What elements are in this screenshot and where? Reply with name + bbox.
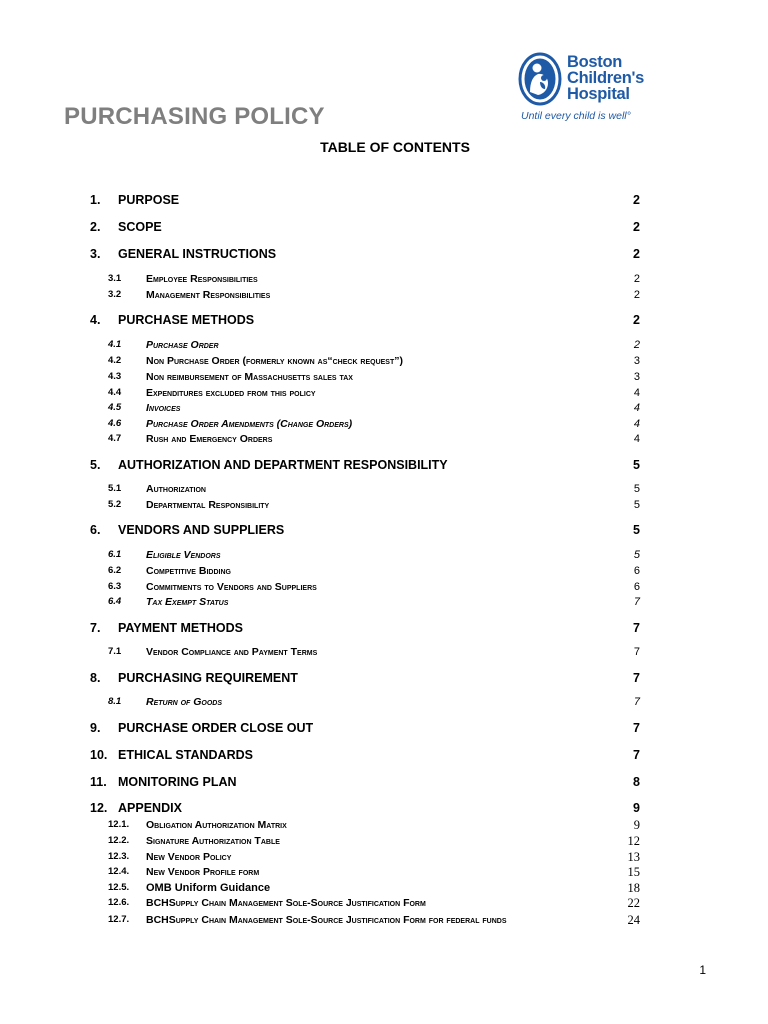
toc-subentry-number: 4.2 (108, 355, 122, 366)
toc-entry-page: 7 (633, 671, 640, 685)
toc-subentry[interactable] (0, 386, 768, 400)
toc-entry-page: 8 (633, 775, 640, 789)
hospital-logo (518, 50, 658, 126)
toc-subentry[interactable] (0, 645, 768, 659)
toc-entry-label: VENDORS AND SUPPLIERS (118, 523, 285, 537)
toc-subentry-label: Obligation Authorization Matrix (146, 819, 287, 831)
toc-subentry-page: 2 (633, 289, 640, 301)
toc-entry-label: APPENDIX (118, 801, 182, 815)
toc-subentry-number: 6.3 (108, 581, 122, 592)
toc-subentry-page: 7 (633, 646, 640, 658)
toc-subentry-page: 22 (627, 896, 640, 910)
toc-subentry[interactable] (0, 548, 768, 562)
toc-subentry[interactable] (0, 564, 768, 578)
toc-entry-label: AUTHORIZATION AND DEPARTMENT RESPONSIBILITY (118, 458, 448, 472)
toc-entry-number: 8. (90, 671, 101, 685)
toc-entry-page: 7 (633, 721, 640, 735)
toc-entry-page: 2 (633, 193, 640, 207)
toc-entry-page: 7 (633, 748, 640, 762)
toc-subentry-label: Signature Authorization Table (146, 835, 280, 847)
toc-subentry-label: Non Purchase Order (formerly known as“check request”) (146, 355, 404, 367)
toc-entry-label: SCOPE (118, 220, 162, 234)
logo-badge-icon (518, 52, 562, 106)
toc-entry-number: 10. (90, 748, 108, 762)
toc-entry-page: 7 (633, 621, 640, 635)
toc-subentry-number: 4.6 (108, 418, 122, 429)
toc-entry[interactable] (0, 619, 768, 637)
toc-subentry-label: Rush and Emergency Orders (146, 433, 273, 445)
toc-subentry-label: Purchase Order (146, 339, 219, 351)
toc-subentry-number: 4.5 (108, 402, 122, 413)
toc-subentry-page: 6 (633, 581, 640, 593)
toc-entry-page: 5 (633, 523, 640, 537)
toc-entry-page: 9 (633, 801, 640, 815)
toc-entry[interactable] (0, 218, 768, 236)
toc-subentry[interactable] (0, 354, 768, 368)
toc-entry-page: 5 (633, 458, 640, 472)
toc-entry-number: 2. (90, 220, 101, 234)
toc-subentry-page: 3 (633, 355, 640, 367)
toc-subentry[interactable] (0, 288, 768, 302)
toc-subentry-label: Employee Responsibilities (146, 273, 258, 285)
toc-subentry-page: 12 (627, 834, 640, 848)
toc-subentry[interactable] (0, 272, 768, 286)
toc-subentry[interactable] (0, 834, 768, 848)
toc-entry-number: 1. (90, 193, 101, 207)
toc-subentry[interactable] (0, 818, 768, 832)
toc-subentry[interactable] (0, 432, 768, 446)
toc-subentry-page: 15 (627, 865, 640, 879)
toc-subentry-label: New Vendor Policy (146, 851, 232, 863)
toc-subentry-page: 24 (627, 913, 640, 927)
toc-subentry-label: Competitive Bidding (146, 565, 231, 577)
toc-subentry[interactable] (0, 865, 768, 879)
toc-subentry-page: 4 (633, 387, 640, 399)
document-title: PURCHASING POLICY (64, 103, 325, 130)
toc-entry-label: ETHICAL STANDARDS (118, 748, 253, 762)
logo-text-line-1: Boston (567, 53, 623, 71)
toc-subentry-label: Non reimbursement of Massachusetts sales tax (146, 371, 353, 383)
toc-subentry-number: 8.1 (108, 696, 122, 707)
toc-subentry-label: Invoices (146, 402, 181, 414)
toc-subentry-page: 7 (633, 696, 640, 708)
toc-subentry-label: Eligible Vendors (146, 549, 221, 561)
toc-subentry-label: Tax Exempt Status (146, 596, 229, 608)
toc-subentry[interactable] (0, 338, 768, 352)
toc-subentry-label: New Vendor Profile form (146, 866, 260, 878)
toc-subentry-label: OMB Uniform Guidance (146, 882, 271, 894)
toc-subentry-label: Authorization (146, 483, 206, 495)
toc-entry-number: 4. (90, 313, 101, 327)
toc-subentry-page: 9 (633, 818, 640, 832)
toc-entry-label: PURCHASE ORDER CLOSE OUT (118, 721, 314, 735)
toc-subentry-number: 6.4 (108, 596, 122, 607)
toc-subentry[interactable] (0, 482, 768, 496)
toc-subentry-page: 4 (633, 418, 640, 430)
toc-entry[interactable] (0, 521, 768, 539)
toc-subentry-number: 12.1. (108, 819, 130, 830)
toc-entry-label: GENERAL INSTRUCTIONS (118, 247, 277, 261)
toc-subentry-number: 12.5. (108, 882, 130, 893)
toc-entry-number: 12. (90, 801, 108, 815)
toc-subentry[interactable] (0, 913, 768, 927)
toc-subentry-number: 12.7. (108, 914, 130, 925)
toc-subentry-label: BCHSupply Chain Management Sole-Source Justification Form (146, 897, 426, 909)
toc-subentry-number: 12.6. (108, 897, 130, 908)
toc-entry[interactable] (0, 191, 768, 209)
logo-text-line-3: Hospital (567, 85, 630, 103)
toc-subentry-label: Expenditures excluded from this policy (146, 387, 316, 399)
toc-entry-number: 5. (90, 458, 101, 472)
toc-subentry-number: 3.1 (108, 273, 122, 284)
toc-subentry[interactable] (0, 580, 768, 594)
toc-entry-label: PURPOSE (118, 193, 180, 207)
toc-subentry-label: Commitments to Vendors and Suppliers (146, 581, 317, 593)
toc-subentry-number: 6.2 (108, 565, 122, 576)
toc-subentry-number: 4.1 (108, 339, 122, 350)
toc-subentry-label: Vendor Compliance and Payment Terms (146, 646, 318, 658)
toc-entry-page: 2 (633, 220, 640, 234)
toc-subentry-number: 3.2 (108, 289, 122, 300)
toc-entry[interactable] (0, 669, 768, 687)
toc-subentry-page: 5 (633, 483, 640, 495)
toc-entry-number: 6. (90, 523, 101, 537)
toc-subentry-label: Return of Goods (146, 696, 223, 708)
toc-subentry-page: 18 (627, 881, 640, 895)
toc-entry-number: 3. (90, 247, 101, 261)
toc-subentry[interactable] (0, 401, 768, 415)
toc-entry[interactable] (0, 456, 768, 474)
toc-subentry-label: Management Responsibilities (146, 289, 271, 301)
toc-subentry-number: 4.3 (108, 371, 122, 382)
toc-entry[interactable] (0, 799, 768, 817)
toc-subentry-page: 6 (633, 565, 640, 577)
toc-entry-number: 11. (90, 775, 107, 789)
toc-subentry-number: 12.3. (108, 851, 130, 862)
toc-entry[interactable] (0, 746, 768, 764)
toc-subentry-number: 6.1 (108, 549, 122, 560)
toc-subentry-number: 12.2. (108, 835, 130, 846)
toc-subentry-page: 3 (633, 371, 640, 383)
toc-entry-number: 9. (90, 721, 101, 735)
toc-subentry-page: 2 (633, 339, 640, 351)
toc-entry[interactable] (0, 773, 768, 791)
toc-subentry-page: 4 (633, 433, 640, 445)
toc-subentry-number: 7.1 (108, 646, 122, 657)
toc-subentry-page: 4 (633, 402, 640, 414)
toc-subentry-number: 5.1 (108, 483, 122, 494)
toc-entry[interactable] (0, 719, 768, 737)
toc-entry-label: PAYMENT METHODS (118, 621, 244, 635)
toc-subentry[interactable] (0, 370, 768, 384)
toc-subentry-page: 13 (627, 850, 640, 864)
toc-entry-label: PURCHASING REQUIREMENT (118, 671, 298, 685)
toc-subentry-page: 5 (633, 499, 640, 511)
toc-subentry-label: Departmental Responsibility (146, 499, 270, 511)
toc-subentry-number: 12.4. (108, 866, 130, 877)
toc-subentry-page: 7 (633, 596, 640, 608)
toc-subentry[interactable] (0, 417, 768, 431)
toc-entry-label: MONITORING PLAN (118, 775, 237, 789)
toc-entry[interactable] (0, 311, 768, 329)
toc-subentry-number: 5.2 (108, 499, 122, 510)
toc-entry-page: 2 (633, 313, 640, 327)
logo-tagline: Until every child is well° (521, 110, 631, 122)
toc-subentry-number: 4.7 (108, 433, 122, 444)
toc-subentry[interactable] (0, 498, 768, 512)
page-number: 1 (699, 963, 706, 977)
toc-subentry-number: 4.4 (108, 387, 122, 398)
toc-subentry[interactable] (0, 881, 768, 895)
logo-text-line-2: Children's (567, 69, 645, 87)
toc-entry-page: 2 (633, 247, 640, 261)
toc-subentry[interactable] (0, 695, 768, 709)
toc-subentry[interactable] (0, 595, 768, 609)
toc-subentry-page: 2 (633, 273, 640, 285)
toc-heading: TABLE OF CONTENTS (320, 139, 470, 155)
toc-subentry-page: 5 (633, 549, 640, 561)
toc-entry-label: PURCHASE METHODS (118, 313, 255, 327)
toc-subentry[interactable] (0, 850, 768, 864)
toc-subentry-label: BCHSupply Chain Management Sole-Source Justification Form for federal funds (146, 914, 507, 926)
toc-entry[interactable] (0, 245, 768, 263)
toc-subentry[interactable] (0, 896, 768, 910)
toc-subentry-label: Purchase Order Amendments (Change Orders) (146, 418, 353, 430)
toc-entry-number: 7. (90, 621, 101, 635)
